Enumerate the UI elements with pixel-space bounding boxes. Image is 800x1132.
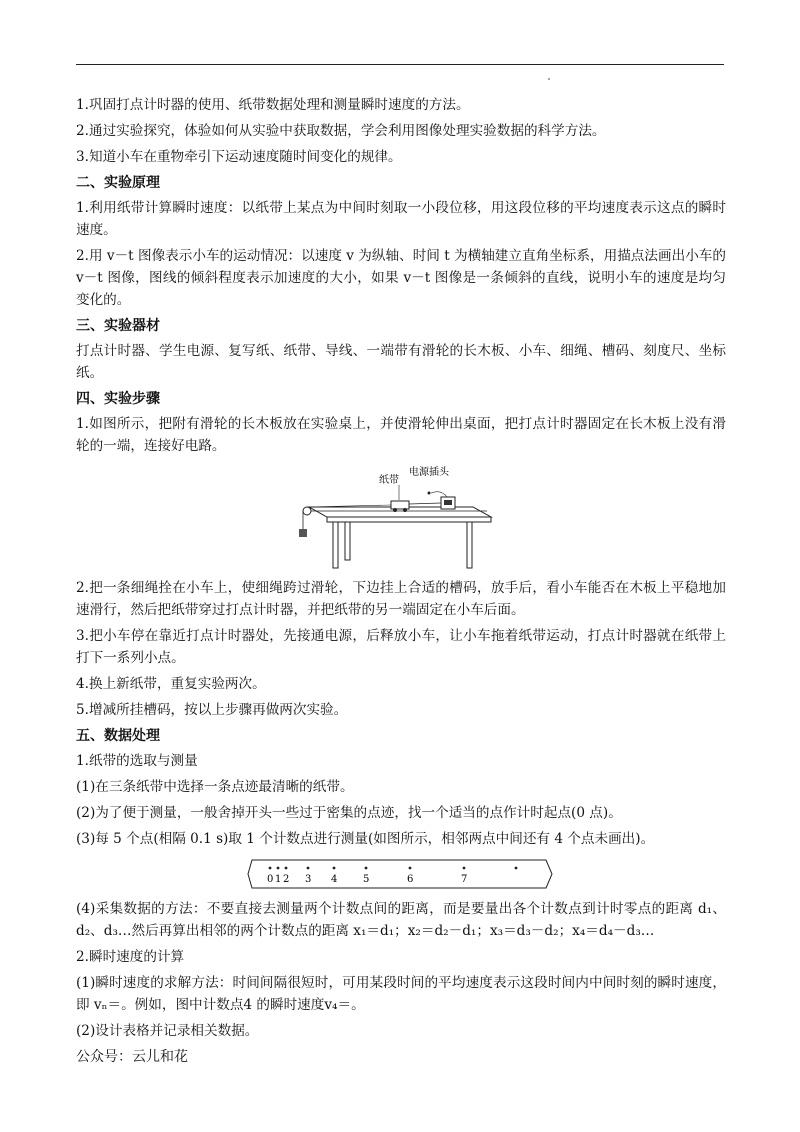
tape-dot [277, 867, 280, 870]
tape-dot [463, 867, 466, 870]
equipment-heading: 三、实验器材 [76, 318, 160, 334]
item-1: (1)在三条纸带中选择一条点迹最清晰的纸带。 [76, 779, 354, 795]
label-tape: 纸带 [379, 475, 399, 486]
tape-label: 5 [363, 874, 370, 885]
objective-3: 3.知道小车在重物牵引下运动速度随时间变化的规律。 [76, 149, 402, 165]
step-2: 2.把一条细绳拴在小车上，使细绳跨过滑轮，下边挂上合适的槽码，放手后，看小车能否在木板上平稳地加速滑行，然后把纸带穿过打点计时器，并把纸带的另一端固定在小车后面。 [76, 580, 726, 618]
label-plug: 电源插头 [409, 467, 449, 478]
step-3: 3.把小车停在靠近打点计时器处，先接通电源，后释放小车，让小车拖着纸带运动，打点计时器就在纸带上打下一系列小点。 [76, 628, 726, 666]
tape-dot [515, 867, 518, 870]
principle-2: 2.用 v－t 图像表示小车的运动情况：以速度 v 为纵轴、时间 t 为横轴建立直角坐标系，用描点法画出小车的 v－t 图像，图线的倾斜程度表示加速度的大小，如果 v－t 图像是一条倾斜的直线，说明小车的速度是均匀变化的。 [76, 248, 726, 308]
footer-account: 公众号：云儿和花 [76, 1049, 188, 1065]
tape-label: 4 [331, 874, 338, 885]
tape-dot [285, 867, 288, 870]
document-body [76, 94, 726, 1068]
sub-heading-1: 1.纸带的选取与测量 [76, 753, 198, 769]
item-4: (4)采集数据的方法：不要直接去测量两个计数点间的距离，而是要量出各个计数点到计时零点的距离 d₁、d₂、d₃…然后再算出相邻的两个计数点的距离 x₁＝d₁；x₂＝d₂－d₁；x₃＝d₃－d₂；x₄＝d₄－d₃… [76, 901, 726, 939]
stray-dot [548, 78, 550, 80]
objective-2: 2.通过实验探究，体验如何从实验中获取数据，学会利用图像处理实验数据的科学方法。 [76, 123, 606, 139]
tape-dot [409, 867, 412, 870]
tape-figure [246, 856, 556, 892]
tape-label: 7 [461, 874, 468, 885]
sub-heading-2: 2.瞬时速度的计算 [76, 949, 185, 965]
tape-label: 3 [305, 874, 312, 885]
principle-1: 1.利用纸带计算瞬时速度：以纸带上某点为中间时刻取一小段位移，用这段位移的平均速度表示这点的瞬时速度。 [76, 200, 726, 238]
step-1: 1.如图所示，把附有滑轮的长木板放在实验桌上，并使滑轮伸出桌面，把打点计时器固定在长木板上没有滑轮的一端，连接好电路。 [76, 416, 726, 454]
tape-dot [269, 867, 272, 870]
equipment-list: 打点计时器、学生电源、复写纸、纸带、导线、一端带有滑轮的长木板、小车、细绳、槽码、刻度尺、坐标纸。 [76, 343, 726, 381]
tape-label: 1 [275, 874, 282, 885]
tape-dot [307, 867, 310, 870]
item-3: (3)每 5 个点(相隔 0.1 s)取 1 个计数点进行测量(如图所示，相邻两点中间还有 4 个点未画出)。 [76, 831, 655, 847]
tape-dot [365, 867, 368, 870]
data-heading: 五、数据处理 [76, 728, 160, 744]
header-rule [76, 64, 724, 65]
tape-dot [333, 867, 336, 870]
item-2: (2)为了便于测量，一般舍掉开头一些过于密集的点迹，找一个适当的点作计时起点(0 点)。 [76, 805, 622, 821]
steps-heading: 四、实验步骤 [76, 391, 160, 407]
step-4: 4.换上新纸带，重复实验两次。 [76, 676, 266, 692]
item-j2: (2)设计表格并记录相关数据。 [76, 1023, 259, 1039]
tape-label: 2 [283, 874, 290, 885]
tape-label: 6 [407, 874, 414, 885]
item-j1: (1)瞬时速度的求解方法：时间间隔很短时，可用某段时间的平均速度表示这段时间内中间时刻的瞬时速度，即 vₙ＝。例如，图中计数点4 的瞬时速度v₄＝。 [76, 975, 726, 1013]
step-5: 5.增减所挂槽码，按以上步骤再做两次实验。 [76, 702, 348, 718]
principle-heading: 二、实验原理 [76, 175, 160, 191]
tape-label: 0 [267, 874, 274, 885]
apparatus-figure [291, 463, 511, 573]
objective-1: 1.巩固打点计时器的使用、纸带数据处理和测量瞬时速度的方法。 [76, 97, 470, 113]
